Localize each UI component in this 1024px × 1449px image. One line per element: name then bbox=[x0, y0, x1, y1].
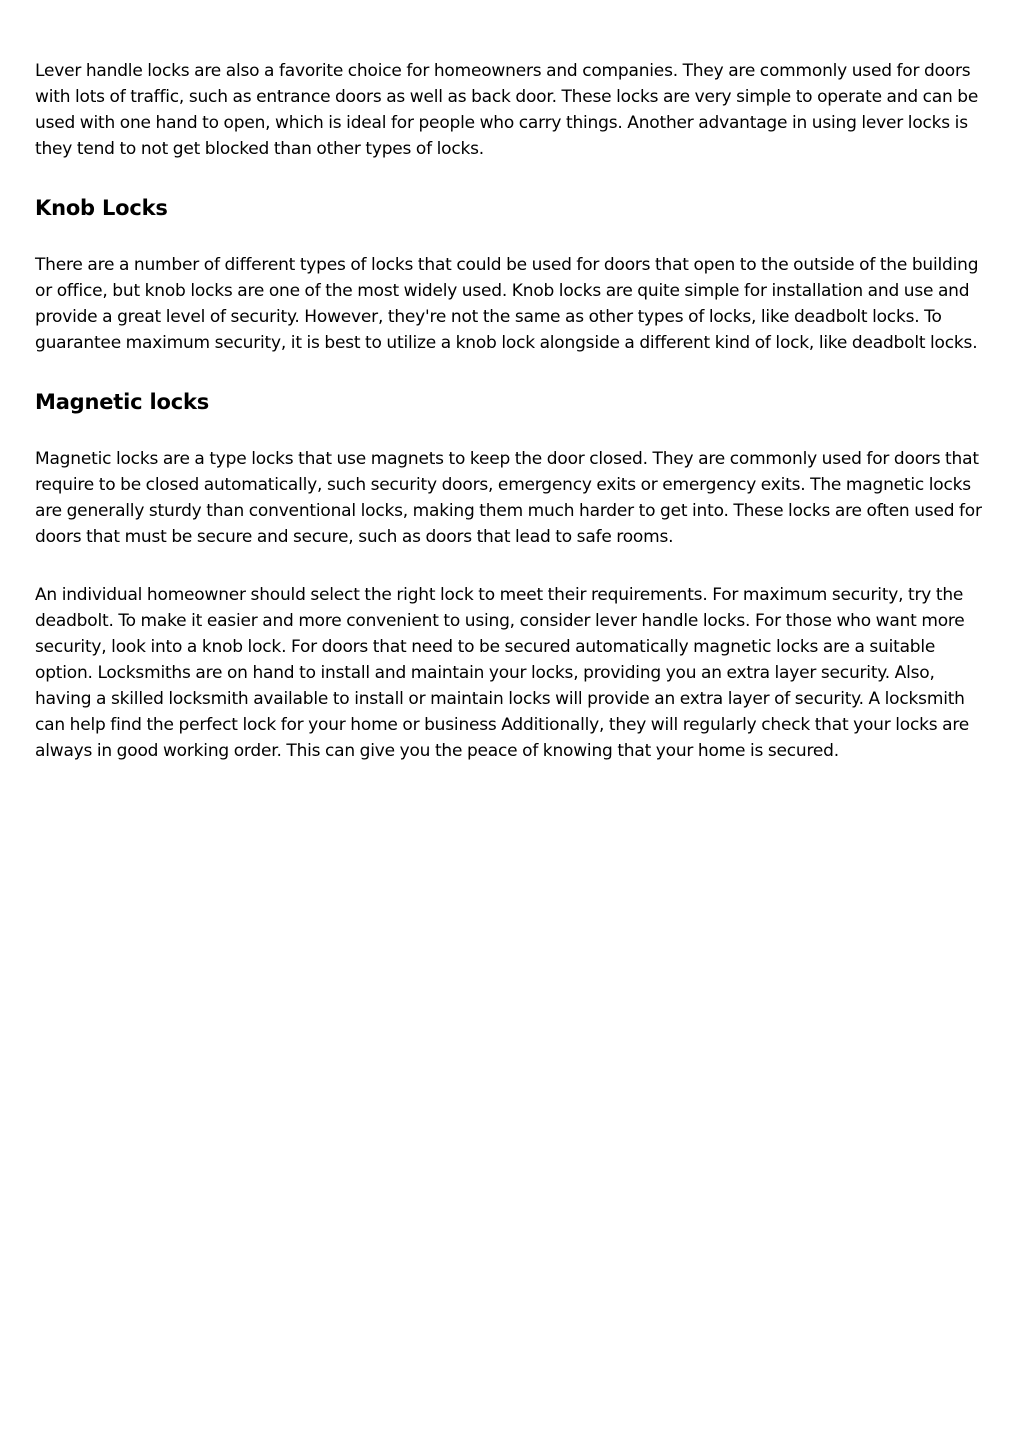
paragraph-conclusion: An individual homeowner should select the right lock to meet their requirements. For maximum security, try the deadbolt. To make it easier and more convenient to using, consider lever handle locks. For those who want more security, look into a knob lock. For doors that need to be secured automatically magnetic locks are a suitable option. Locksmiths are on hand to install and maintain your locks, providing you an extra layer security. Also, having a skilled locksmith available to install or maintain locks will provide an extra layer of security. A locksmith can help find the perfect lock for your home or business Additionally, they will regularly check that your locks are always in good working order. This can give you the peace of knowing that your home is secured. bbox=[35, 585, 970, 761]
heading-magnetic-locks: Magnetic locks bbox=[35, 390, 210, 414]
paragraph-knob-locks: There are a number of different types of locks that could be used for doors that open to the outside of the building or office, but knob locks are one of the most widely used. Knob locks are quite simple for installation and use and provide a great level of security. However, they're not the same as other types of locks, like deadbolt locks. To guarantee maximum security, it is best to utilize a knob lock alongside a different kind of lock, like deadbolt locks. bbox=[35, 255, 979, 353]
paragraph-magnetic-locks: Magnetic locks are a type locks that use magnets to keep the door closed. They are commonly used for doors that require to be closed automatically, such security doors, emergency exits or emergency exits. The magnetic locks are generally sturdy than conventional locks, making them much harder to get into. These locks are often used for doors that must be secure and secure, such as doors that lead to safe rooms. bbox=[35, 449, 982, 547]
paragraph-lever-locks: Lever handle locks are also a favorite choice for homeowners and companies. They are commonly used for doors with lots of traffic, such as entrance doors as well as back door. These locks are very simple to operate and can be used with one hand to open, which is ideal for people who carry things. Another advantage in using lever locks is they tend to not get blocked than other types of locks. bbox=[35, 61, 979, 159]
heading-knob-locks: Knob Locks bbox=[35, 196, 168, 220]
